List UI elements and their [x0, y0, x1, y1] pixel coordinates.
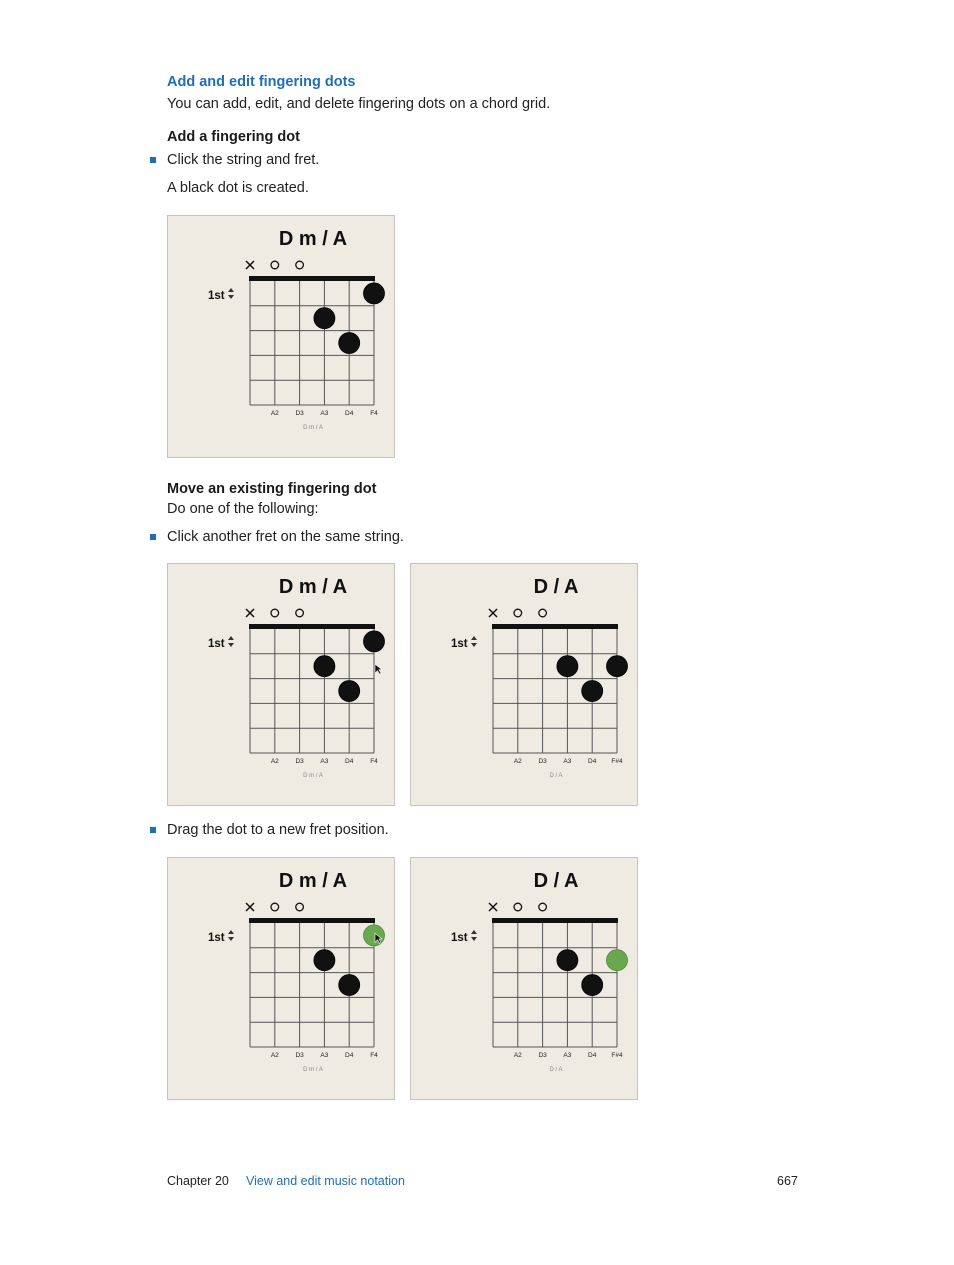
- chord-title: D m / A: [278, 228, 348, 250]
- note-label: D4: [345, 410, 354, 417]
- note-label: A2: [270, 758, 279, 765]
- chord-grid-panel: [410, 857, 638, 1100]
- open-string-icon: [539, 903, 547, 911]
- stepper-down-icon: [471, 643, 477, 647]
- stepper-down-icon: [228, 295, 234, 299]
- fingering-dot: [582, 681, 603, 702]
- mouse-cursor-icon: [375, 664, 382, 674]
- note-label: D4: [345, 1052, 354, 1059]
- open-string-icon: [271, 261, 279, 269]
- note-label: D3: [538, 1052, 547, 1059]
- note-label: D4: [588, 758, 597, 765]
- fret-position-label: 1st: [208, 932, 225, 944]
- stepper-up-icon: [228, 930, 234, 934]
- chord-grid-panel: [167, 563, 395, 806]
- chord-grid-d-a-click[interactable]: [411, 564, 638, 806]
- fingering-dot: [364, 283, 385, 304]
- muted-string-icon: [489, 903, 497, 911]
- chord-caption: D m / A: [303, 1067, 323, 1073]
- note-label: A2: [513, 758, 522, 765]
- stepper-up-icon: [228, 636, 234, 640]
- nut: [249, 276, 375, 281]
- open-string-icon: [514, 609, 522, 617]
- chord-grid-dm-a-click[interactable]: [168, 564, 395, 806]
- chord-grid-dm-a-drag[interactable]: [168, 858, 395, 1100]
- fingering-dot: [557, 656, 578, 677]
- bullet-icon: [150, 827, 156, 833]
- note-label: A2: [513, 1052, 522, 1059]
- note-label: A3: [320, 758, 329, 765]
- fret-position-label: 1st: [208, 290, 225, 302]
- fingering-dot: [314, 656, 335, 677]
- move-dot-option-1: Click another fret on the same string.: [167, 529, 404, 545]
- fret-position-label: 1st: [451, 932, 468, 944]
- nut: [249, 918, 375, 923]
- stepper-up-icon: [471, 636, 477, 640]
- chord-grid-panel: [167, 215, 395, 458]
- section-title: Add and edit fingering dots: [167, 74, 356, 90]
- note-label: D3: [538, 758, 547, 765]
- open-string-icon: [271, 903, 279, 911]
- note-label: D4: [588, 1052, 597, 1059]
- note-label: A3: [563, 758, 572, 765]
- note-label: F4: [370, 1052, 378, 1059]
- fingering-dot: [339, 975, 360, 996]
- chord-title: D m / A: [278, 576, 348, 598]
- muted-string-icon: [489, 609, 497, 617]
- fingering-dot: [339, 333, 360, 354]
- stepper-up-icon: [228, 288, 234, 292]
- add-dot-step: Click the string and fret.: [167, 152, 320, 168]
- fingering-dot: [364, 631, 385, 652]
- open-string-icon: [296, 261, 304, 269]
- fingering-dot: [314, 308, 335, 329]
- add-dot-result: A black dot is created.: [167, 180, 309, 196]
- note-label: D4: [345, 758, 354, 765]
- fingering-dot: [314, 950, 335, 971]
- open-string-icon: [296, 903, 304, 911]
- open-string-icon: [539, 609, 547, 617]
- chord-grid-d-a-drag[interactable]: [411, 858, 638, 1100]
- note-label: A3: [320, 410, 329, 417]
- open-string-icon: [514, 903, 522, 911]
- section-intro: You can add, edit, and delete fingering dots on a chord grid.: [167, 96, 551, 112]
- chord-grid-dm-a[interactable]: [168, 216, 395, 458]
- stepper-down-icon: [228, 643, 234, 647]
- nut: [492, 918, 618, 923]
- note-label: A3: [563, 1052, 572, 1059]
- move-dot-heading: Move an existing fingering dot: [167, 481, 377, 497]
- footer-chapter-link[interactable]: View and edit music notation: [246, 1174, 405, 1188]
- muted-string-icon: [246, 609, 254, 617]
- chord-caption: D m / A: [303, 773, 323, 779]
- chord-grid-panel: [167, 857, 395, 1100]
- bullet-icon: [150, 534, 156, 540]
- chord-caption: D m / A: [303, 425, 323, 431]
- chord-title: D m / A: [278, 870, 348, 892]
- move-dot-option-2: Drag the dot to a new fret position.: [167, 822, 389, 838]
- note-label: A3: [320, 1052, 329, 1059]
- note-label: F#4: [611, 758, 623, 765]
- add-dot-heading: Add a fingering dot: [167, 129, 300, 145]
- stepper-up-icon: [471, 930, 477, 934]
- note-label: D3: [295, 410, 304, 417]
- fingering-dot: [339, 681, 360, 702]
- note-label: F#4: [611, 1052, 623, 1059]
- muted-string-icon: [246, 903, 254, 911]
- chord-title: D / A: [533, 576, 579, 598]
- fret-position-label: 1st: [208, 638, 225, 650]
- fingering-dot-selected: [364, 925, 385, 946]
- open-string-icon: [271, 609, 279, 617]
- chord-caption: D / A: [549, 1067, 563, 1073]
- fingering-dot-selected: [607, 950, 628, 971]
- fingering-dot: [557, 950, 578, 971]
- stepper-down-icon: [471, 937, 477, 941]
- nut: [492, 624, 618, 629]
- note-label: A2: [270, 410, 279, 417]
- chord-grid-panel: [410, 563, 638, 806]
- move-dot-intro: Do one of the following:: [167, 501, 319, 517]
- note-label: D3: [295, 1052, 304, 1059]
- note-label: D3: [295, 758, 304, 765]
- fingering-dot: [607, 656, 628, 677]
- fingering-dot: [582, 975, 603, 996]
- chord-title: D / A: [533, 870, 579, 892]
- footer-page-number: 667: [777, 1174, 798, 1188]
- fret-position-label: 1st: [451, 638, 468, 650]
- open-string-icon: [296, 609, 304, 617]
- footer-chapter: Chapter 20: [167, 1174, 229, 1188]
- note-label: A2: [270, 1052, 279, 1059]
- nut: [249, 624, 375, 629]
- note-label: F4: [370, 758, 378, 765]
- note-label: F4: [370, 410, 378, 417]
- chord-caption: D / A: [549, 773, 563, 779]
- bullet-icon: [150, 157, 156, 163]
- muted-string-icon: [246, 261, 254, 269]
- stepper-down-icon: [228, 937, 234, 941]
